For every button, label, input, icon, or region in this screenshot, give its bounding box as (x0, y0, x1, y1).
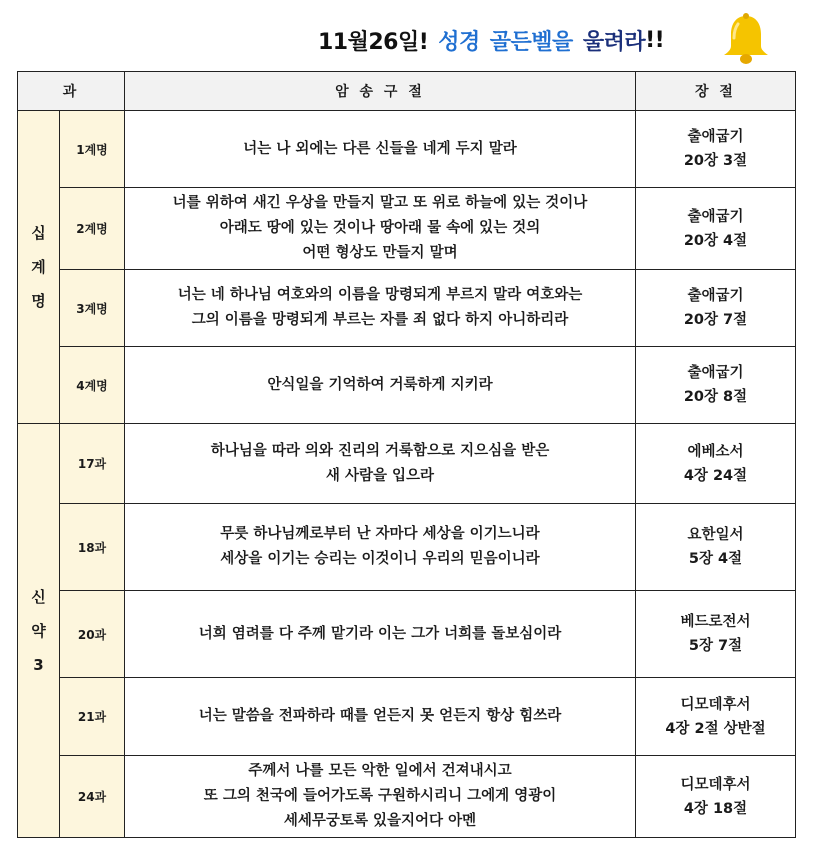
lesson-cell: 4계명 (60, 347, 125, 424)
group-label-new-testament: 신 약 3 (18, 424, 60, 838)
table-row (18, 591, 796, 678)
reference-cell: 출애굽기 20장 3절 (636, 111, 796, 188)
lesson-cell: 18과 (60, 504, 125, 591)
table-row (18, 678, 796, 756)
lesson-cell: 2계명 (60, 188, 125, 270)
lesson-cell: 20과 (60, 591, 125, 678)
table-row (18, 756, 796, 838)
reference-cell: 베드로전서 5장 7절 (636, 591, 796, 678)
table-row (18, 188, 796, 270)
title-golden-bell: 골든벨을 (489, 29, 573, 55)
reference-cell: 출애굽기 20장 4절 (636, 188, 796, 270)
verse-cell: 너는 네 하나님 여호와의 이름을 망령되게 부르지 말라 여호와는 그의 이름을 망령되게 부르는 자를 죄 없다 하지 아니하리라 (125, 270, 636, 347)
title-date: 11월26일! (318, 29, 429, 55)
reference-cell: 요한일서 5장 4절 (636, 504, 796, 591)
table-row (18, 111, 796, 188)
verse-cell: 안식일을 기억하여 거룩하게 지키라 (125, 347, 636, 424)
page-title (318, 14, 664, 66)
title-ring: 울려라 (582, 29, 646, 55)
header-reference: 장 절 (636, 72, 796, 111)
verse-cell: 하나님을 따라 의와 진리의 거룩함으로 지으심을 받은 새 사람을 입으라 (125, 424, 636, 504)
lesson-cell: 24과 (60, 756, 125, 838)
reference-cell: 디모데후서 4장 18절 (636, 756, 796, 838)
header-lesson: 과 (18, 72, 125, 111)
reference-cell: 출애굽기 20장 8절 (636, 347, 796, 424)
verse-table (17, 71, 796, 838)
table-row (18, 347, 796, 424)
bell-icon (718, 12, 774, 66)
verse-cell: 너는 나 외에는 다른 신들을 네게 두지 말라 (125, 111, 636, 188)
verse-cell: 너는 말씀을 전파하라 때를 얻든지 못 얻든지 항상 힘쓰라 (125, 678, 636, 756)
lesson-cell: 17과 (60, 424, 125, 504)
lesson-cell: 21과 (60, 678, 125, 756)
title-exclaim: !! (645, 27, 665, 53)
lesson-cell: 3계명 (60, 270, 125, 347)
reference-cell: 디모데후서 4장 2절 상반절 (636, 678, 796, 756)
verse-cell: 주께서 나를 모든 악한 일에서 건져내시고 또 그의 천국에 들어가도록 구원하시리니 그에게 영광이 세세무궁토록 있을지어다 아멘 (125, 756, 636, 838)
lesson-cell: 1계명 (60, 111, 125, 188)
reference-cell: 출애굽기 20장 7절 (636, 270, 796, 347)
table-row (18, 424, 796, 504)
header-row (18, 72, 796, 111)
header-verse: 암 송 구 절 (125, 72, 636, 111)
verse-cell: 너희 염려를 다 주께 맡기라 이는 그가 너희를 돌보심이라 (125, 591, 636, 678)
title-bible: 성경 (438, 29, 480, 55)
reference-cell: 에베소서 4장 24절 (636, 424, 796, 504)
table-row (18, 504, 796, 591)
table-row (18, 270, 796, 347)
verse-cell: 무릇 하나님께로부터 난 자마다 세상을 이기느니라 세상을 이기는 승리는 이것이니 우리의 믿음이니라 (125, 504, 636, 591)
group-label-commandments: 십 계 명 (18, 111, 60, 424)
verse-cell: 너를 위하여 새긴 우상을 만들지 말고 또 위로 하늘에 있는 것이나 아래도 땅에 있는 것이나 땅아래 물 속에 있는 것의 어떤 형상도 만들지 말며 (125, 188, 636, 270)
